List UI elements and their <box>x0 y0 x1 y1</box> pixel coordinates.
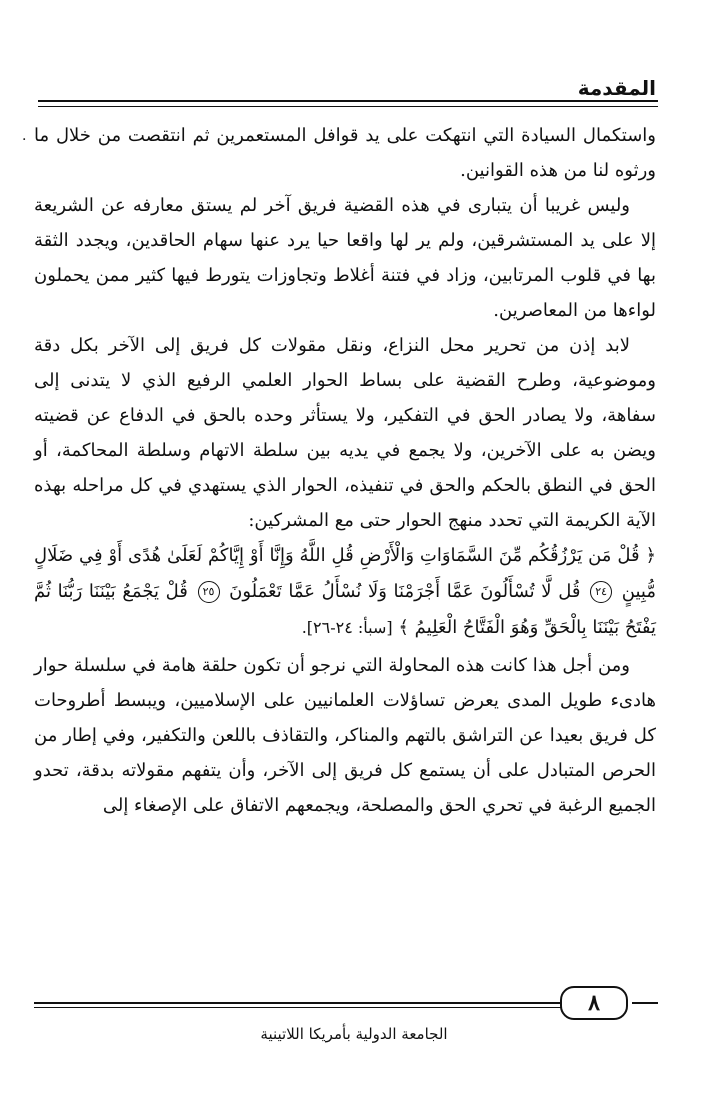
header-rule-thick <box>38 100 658 102</box>
verse-24-text: قُلْ مَن يَرْزُقُكُم مِّنَ السَّمَاوَاتِ وَالْأَرْضِ قُلِ اللَّهُ وَإِنَّا أَوْ إِيَّاكُمْ لَعَلَىٰ هُدًى أَوْ فِي ضَلَالٍ مُّبِينٍ <box>34 545 656 602</box>
quran-verse-block <box>34 538 656 646</box>
ornate-bracket-close: ﴾ <box>398 617 409 638</box>
ayah-number-24: ٢٤ <box>590 581 612 603</box>
footer-rule-thick <box>34 1002 564 1004</box>
paragraph-2: وليس غريبا أن يتبارى في هذه القضية فريق آخر لم يستق معارفه عن الشريعة إلا على يد المستشرقين، ولم ير لها واقعا حيا يرد عنها سهام الحاقدين، ويجدد الثقة بها في قلوب المرتابين، وزاد في فتنة أغلاط وتجاوزات يتورط فيها كثير ممن يحملون لواءها من المعاصرين. <box>34 195 656 321</box>
page-number-badge: ٨ <box>560 986 628 1020</box>
body-text <box>34 118 656 823</box>
paragraph-4: ومن أجل هذا كانت هذه المحاولة التي نرجو أن تكون حلقة هامة في سلسلة حوار هادىء طويل المدى يعرض تساؤلات العلمانيين على الإسلاميين، ويبسط أطروحات كل فريق بعيدا عن التراشق بالتهم والمناكر، والتقاذف باللعن والتكفير، وفي إطار من الحرص المتبادل على أن يستمع كل فريق إلى الآخر، وأن يتفهم مقولاته بدقة، تحدو الجميع الرغبة في تحري الحق والمصلحة، ويجمعهم الاتفاق على الإصغاء إلى <box>34 655 656 816</box>
margin-mark: · <box>22 132 27 148</box>
paragraph-1: واستكمال السيادة التي انتهكت على يد قوافل المستعمرين ثم انتقصت من خلال ما ورثوه لنا من هذه القوانين. <box>34 125 656 181</box>
paragraph-3: لابد إذن من تحرير محل النزاع، ونقل مقولات كل فريق إلى الآخر بكل دقة وموضوعية، وطرح القضية على بساط الحوار العلمي الرفيع الذي لا يتدنى إلى سفاهة، ولا يصادر الحق في التفكير، ولا يستأثر وحده بالحق في الدفاع عن قضيته ويضن به على الآخرين، ولا يجمع في يديه بين سلطة الاتهام وسلطة المحاكمة، أو الحق في النطق بالحكم والحق في تنفيذه، الحوار الذي يستهدي في كل مراحله بهذه الآية الكريمة التي تحدد منهج الحوار حتى مع المشركين: <box>34 335 656 531</box>
header-rule-thin <box>38 106 658 107</box>
ayah-number-25: ٢٥ <box>198 581 220 603</box>
footer-rule-right <box>632 1002 658 1004</box>
footer-rule-thin <box>34 1007 564 1008</box>
running-header-title: المقدمة <box>577 76 656 100</box>
footer-institution: الجامعة الدولية بأمريكا اللاتينية <box>260 1025 448 1043</box>
page-footer <box>34 982 658 1022</box>
verse-25-text: قُل لَّا تُسْأَلُونَ عَمَّا أَجْرَمْنَا وَلَا نُسْأَلُ عَمَّا تَعْمَلُونَ <box>229 581 581 602</box>
verse-26-text: قُلْ يَجْمَعُ بَيْنَنَا رَبُّنَا ثُمَّ يَفْتَحُ بَيْنَنَا بِالْحَقِّ وَهُوَ الْفَتَّاحُ الْعَلِيمُ <box>34 581 656 638</box>
ornate-bracket-open: ﴿ <box>645 545 656 566</box>
verse-citation: [سبأ: ٢٤-٢٦]. <box>301 618 393 637</box>
